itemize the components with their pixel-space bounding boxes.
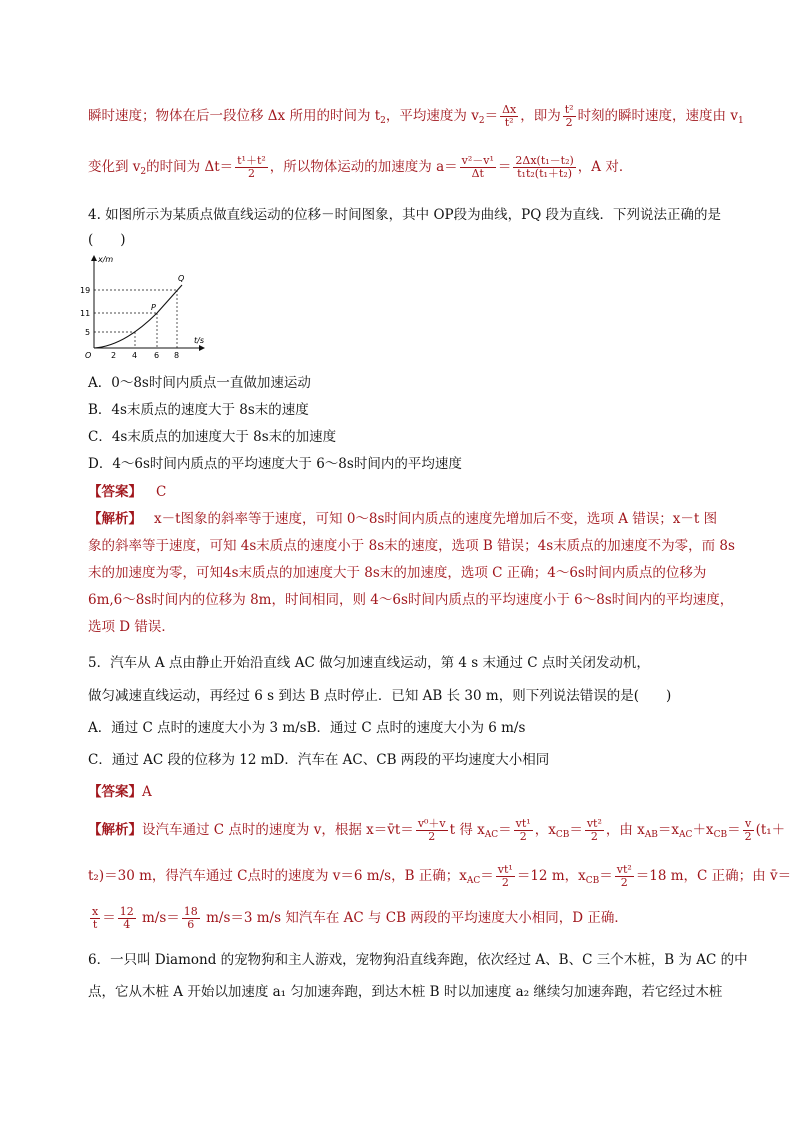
- text: t＝: [394, 822, 414, 839]
- fraction: $\frac{18}{6}$: [183, 905, 198, 932]
- x-tick-2: 2: [111, 351, 117, 360]
- text: ，A 对．: [577, 159, 633, 176]
- q6-stem-line-2: 点，它从木桩 A 开始以加速度 a₁ 匀加速奔跑，到达木桩 B 时以加速度 a₂ 继续匀加速奔跑，若它经过木桩: [88, 984, 723, 1000]
- fraction: $\frac{12}{4}$: [119, 905, 134, 932]
- y-tick-19: 19: [80, 286, 91, 295]
- q5-options-line-2: C．通过 AC 段的位移为 12 mD．汽车在 AC、CB 两段的平均速度大小相同: [88, 752, 550, 768]
- curve-op: [94, 313, 157, 348]
- q5-options-line-1: A．通过 C 点时的速度大小为 3 m/sB．通过 C 点时的速度大小为 6 m/s: [88, 720, 526, 736]
- q5-answer: [88, 784, 152, 800]
- text: 时刻的瞬时速度，速度由 v: [577, 108, 738, 125]
- q6-stem-line-1: 6．一只叫 Diamond 的宠物狗和主人游戏，宠物狗沿直线奔跑，依次经过 A、B、C 三个木桩，B 为 AC 的中: [88, 952, 748, 968]
- fraction: $\frac{\text{vt²}}{2}$: [586, 817, 602, 844]
- fraction: $\frac{\text{t²}}{2}$: [564, 103, 574, 130]
- sol3-line-1: 瞬时速度；物体在后一段位移 Δx 所用的时间为 $t_2$，平均速度为 $v_2=$ $\frac{\Delta x}{\text{t²}}$ ，即为 $\frac{\text{t²}}{2}$ 时刻的瞬时速度，速度由 $v_1$: [88, 103, 744, 130]
- text: 变化到 v: [88, 159, 141, 176]
- analysis-tag: 【解析】: [88, 822, 142, 839]
- answer-tag: 【答案】: [88, 484, 142, 500]
- q4-analysis-line-2: 象的斜率等于速度，可知 4s末质点的速度小于 8s末的速度，选项 B 错误；4s末质点的加速度不为零，而 8s: [88, 538, 735, 554]
- x-tick-6: 6: [154, 351, 160, 360]
- y-tick-11: 11: [80, 309, 91, 318]
- q4-option-d: D．4～6s时间内质点的平均速度大于 6～8s时间内的平均速度: [88, 456, 462, 472]
- line-pq: [157, 285, 182, 313]
- answer-value: A: [142, 784, 152, 800]
- text: v̄: [387, 822, 395, 839]
- y-axis-label: x/m: [98, 255, 114, 264]
- text: ，所以物体运动的加速度为 a＝: [269, 159, 458, 176]
- text: 设汽车通过 C 点时的速度为 v，根据 x＝: [142, 822, 388, 839]
- origin-label: O: [85, 351, 92, 360]
- q4-answer: [88, 484, 166, 500]
- x-tick-4: 4: [132, 351, 138, 360]
- answer-value: C: [156, 484, 167, 500]
- text: ＝: [484, 108, 499, 125]
- q4-position-time-graph: [82, 252, 212, 364]
- text: 瞬时速度；物体在后一段位移 Δx 所用的时间为 t: [88, 108, 381, 125]
- text: ，平均速度为 v: [385, 108, 479, 125]
- fraction: $\frac{\Delta x}{\text{t²}}$: [502, 103, 517, 130]
- answer-tag: 【答案】: [88, 784, 142, 800]
- q4-stem-line-2: ( ): [88, 232, 126, 248]
- text: ＝: [497, 159, 512, 176]
- q5-stem-line-1: 5．汽车从 A 点由静止开始沿直线 AC 做匀加速直线运动，第 4 s 末通过 C 点时关闭发动机，: [88, 655, 650, 671]
- x-tick-8: 8: [174, 351, 180, 360]
- q4-analysis-line-5: 选项 D 错误．: [88, 619, 175, 635]
- text: ，即为: [520, 108, 561, 125]
- point-q-label: Q: [178, 274, 185, 283]
- sol3-line-2: 变化到 $v_2$的时间为 Δt＝ $\frac{\text{t¹＋t²}}{2}$ ，所以物体运动的加速度为 a＝ $\frac{\text{v²－v¹}}{\Delta t}$ ＝ $\frac{\text{2Δx(t₁－t₂)}}{\text{t₁t₂(t₁＋t₂)}}$ ，A 对．: [88, 154, 633, 181]
- fraction: $\frac{v}{2}$: [744, 817, 752, 844]
- q5-analysis-line-3: $\frac{x}{t}$ ＝ $\frac{12}{4}$ m/s＝ $\frac{18}{6}$ m/s＝3 m/s 知汽车在 AC 与 CB 两段的平均速度大小相同，D 正确．: [92, 905, 628, 932]
- q4-analysis-line-4: 6m,6～8s时间内的位移为 8m，时间相同，则 4～6s时间内质点的平均速度小于 6～8s时间内的平均速度，: [88, 592, 734, 608]
- analysis-tag: 【解析】: [88, 511, 142, 527]
- q5-stem-line-2: 做匀减速直线运动，再经过 6 s 到达 B 点时停止．已知 AB 长 30 m，则下列说法错误的是( ): [88, 688, 672, 704]
- fraction: $\frac{\text{vt¹}}{2}$: [515, 817, 531, 844]
- fraction: $\frac{\text{vt²}}{2}$: [616, 863, 632, 890]
- text: t 得 x: [449, 822, 485, 839]
- y-tick-5: 5: [85, 328, 91, 337]
- q4-analysis-line-3: 末的加速度为零，可知4s末质点的加速度大于 8s末的加速度，选项 C 正确；4～6s时间内质点的位移为: [88, 565, 707, 581]
- text: x－t图象的斜率等于速度，可知 0～8s时间内质点的速度先增加后不变，选项 A 错误；x－t 图: [154, 511, 718, 527]
- text: 的时间为 Δt＝: [146, 159, 234, 176]
- q5-analysis-line-2: t₂)＝30 m，得汽车通过 C点时的速度为 v＝6 m/s，B 正确；$x_{AC}=$ $\frac{\text{vt¹}}{2}$ ＝12 m，$x_{CB}=$ $\frac{\text{vt²}}{2}$ ＝18 m，C 正确；由 v̄＝: [88, 863, 792, 890]
- x-axis-label: t/s: [194, 336, 204, 345]
- fraction: $\frac{\text{2Δx(t₁－t₂)}}{\text{t₁t₂(t₁＋t₂)}}$: [515, 154, 574, 181]
- point-p-label: P: [151, 303, 156, 312]
- fraction: $\frac{\text{vt¹}}{2}$: [497, 863, 513, 890]
- fraction: $\frac{\text{v²－v¹}}{\Delta t}$: [461, 154, 494, 181]
- q4-option-c: C．4s末质点的加速度大于 8s末的加速度: [88, 429, 337, 445]
- q4-analysis-line-1: [88, 511, 717, 527]
- q4-stem-line-1: 4. 如图所示为某质点做直线运动的位移－时间图象，其中 OP段为曲线，PQ 段为直线．下列说法正确的是: [88, 207, 722, 223]
- fraction: $\frac{\text{t¹＋t²}}{2}$: [237, 154, 266, 181]
- q4-option-b: B．4s末质点的速度大于 8s末的速度: [88, 402, 309, 418]
- q5-analysis-line-1: 【解析】设汽车通过 C 点时的速度为 v，根据 x＝v̄t＝ $\frac{\text{v⁰＋v}}{2}$ t 得 $x_{AC}=$ $\frac{\text{vt¹}}{2}$ ，$x_{CB}=$ $\frac{\text{vt²}}{2}$ ，由 $x_{AB}=x_{AC}+x_{CB}=$ $\frac{v}{2}$ (t₁＋: [88, 817, 786, 844]
- q4-option-a: A．0～8s时间内质点一直做加速运动: [88, 375, 311, 391]
- fraction: $\frac{x}{t}$: [92, 905, 99, 932]
- fraction: $\frac{\text{v⁰＋v}}{2}$: [417, 817, 446, 844]
- text: t₂)＝30 m，得汽车通过 C点时的速度为 v＝6 m/s，B 正确；x: [88, 868, 467, 885]
